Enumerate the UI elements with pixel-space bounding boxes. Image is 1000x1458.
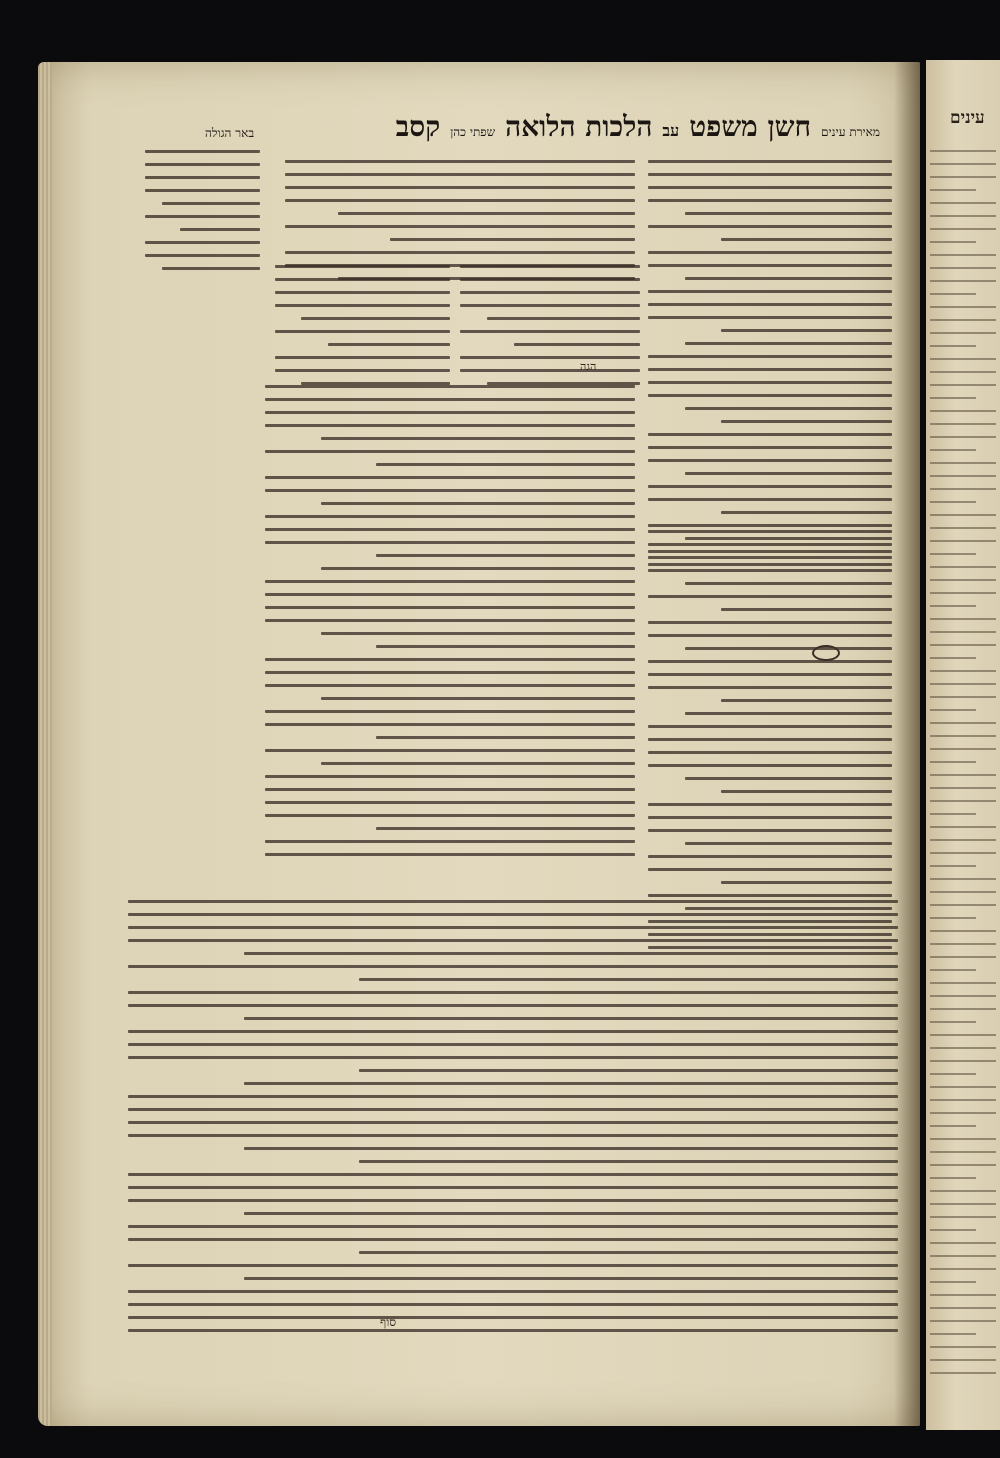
text-line	[648, 621, 892, 624]
text-line	[930, 410, 996, 412]
text-line	[321, 567, 636, 570]
text-line	[930, 696, 996, 698]
text-line	[376, 645, 635, 648]
text-line	[338, 212, 636, 215]
text-line	[648, 673, 892, 676]
text-line	[930, 332, 996, 334]
text-line	[930, 618, 996, 620]
next-page-text	[930, 150, 996, 1385]
text-line	[930, 748, 996, 750]
text-line	[685, 407, 892, 410]
text-line	[930, 215, 996, 217]
text-line	[930, 1099, 996, 1101]
text-line	[930, 1255, 996, 1257]
text-line	[721, 238, 892, 241]
text-line	[460, 278, 640, 281]
text-line	[128, 1173, 898, 1176]
text-line	[930, 1268, 996, 1270]
text-line	[648, 803, 892, 806]
text-line	[301, 317, 450, 320]
text-line	[145, 176, 260, 179]
text-line	[275, 278, 450, 281]
text-line	[321, 502, 636, 505]
text-line	[930, 878, 996, 880]
text-line	[321, 762, 636, 765]
shulchan-aruch-main-text	[460, 265, 640, 395]
text-line	[685, 842, 892, 845]
text-line	[128, 939, 898, 942]
text-line	[930, 254, 996, 256]
text-line	[930, 1203, 996, 1205]
text-line	[930, 1372, 996, 1374]
text-line	[930, 579, 996, 581]
sma-commentary-lower	[648, 530, 892, 959]
text-line	[930, 982, 996, 984]
text-line	[128, 913, 898, 916]
text-line	[460, 330, 640, 333]
text-line	[265, 619, 635, 622]
text-line	[930, 1138, 996, 1140]
text-line	[648, 446, 892, 449]
text-line	[685, 212, 892, 215]
text-line	[930, 1086, 996, 1088]
text-line	[359, 978, 898, 981]
text-line	[460, 265, 640, 268]
catchword: סוף	[380, 1315, 397, 1329]
text-line	[930, 1229, 976, 1231]
text-line	[265, 749, 635, 752]
text-line	[265, 710, 635, 713]
text-line	[128, 1329, 898, 1332]
beer-hagolah-margin	[145, 150, 260, 280]
text-line	[648, 186, 892, 189]
text-line	[930, 904, 996, 906]
text-line	[128, 1095, 898, 1098]
text-line	[648, 530, 892, 533]
text-line	[265, 489, 635, 492]
text-line	[930, 1359, 996, 1361]
text-line	[721, 511, 892, 514]
text-line	[930, 293, 976, 295]
text-line	[460, 291, 640, 294]
text-line	[514, 343, 640, 346]
text-line	[359, 1251, 898, 1254]
text-line	[721, 420, 892, 423]
text-line	[930, 1151, 996, 1153]
text-line	[930, 943, 996, 945]
text-line	[128, 1030, 898, 1033]
text-line	[128, 1056, 898, 1059]
text-line	[376, 736, 635, 739]
text-line	[648, 634, 892, 637]
text-line	[648, 485, 892, 488]
text-line	[930, 956, 996, 958]
text-line	[648, 556, 892, 559]
text-line	[930, 540, 996, 542]
text-line	[930, 709, 976, 711]
text-line	[930, 592, 996, 594]
text-line	[930, 306, 996, 308]
text-line	[648, 751, 892, 754]
text-line	[265, 788, 635, 791]
text-line	[930, 1294, 996, 1296]
text-line	[265, 593, 635, 596]
text-line	[244, 1017, 899, 1020]
next-page-running-title: עינים	[950, 108, 985, 128]
text-line	[376, 554, 635, 557]
text-line	[128, 1225, 898, 1228]
text-line	[359, 1069, 898, 1072]
text-line	[648, 764, 892, 767]
text-line	[145, 163, 260, 166]
text-line	[930, 917, 976, 919]
text-line	[244, 1277, 899, 1280]
text-line	[930, 891, 996, 893]
text-line	[930, 527, 996, 529]
text-line	[930, 1125, 976, 1127]
text-line	[275, 304, 450, 307]
text-line	[648, 199, 892, 202]
text-line	[930, 267, 996, 269]
text-line	[930, 722, 996, 724]
text-line	[930, 1307, 996, 1309]
pointing-hand-ornament	[812, 645, 840, 661]
text-line	[648, 251, 892, 254]
text-line	[648, 459, 892, 462]
text-line	[930, 670, 996, 672]
text-line	[930, 657, 976, 659]
text-line	[128, 1108, 898, 1111]
text-line	[162, 202, 260, 205]
next-page-fragment	[926, 60, 1000, 1430]
text-line	[265, 814, 635, 817]
text-line	[648, 381, 892, 384]
siman-number: עב	[662, 121, 680, 140]
text-line	[930, 839, 996, 841]
text-line	[265, 515, 635, 518]
text-line	[930, 1021, 976, 1023]
text-line	[145, 189, 260, 192]
text-line	[930, 735, 996, 737]
text-line	[648, 225, 892, 228]
text-line	[128, 1134, 898, 1137]
text-line	[930, 1008, 996, 1010]
text-line	[265, 424, 635, 427]
text-line	[930, 462, 996, 464]
text-line	[930, 1060, 996, 1062]
text-line	[487, 317, 640, 320]
text-line	[930, 319, 996, 321]
text-line	[930, 1216, 996, 1218]
text-line	[275, 330, 450, 333]
text-line	[275, 369, 450, 372]
text-line	[930, 1164, 996, 1166]
text-line	[145, 215, 260, 218]
text-line	[265, 801, 635, 804]
text-line	[930, 553, 976, 555]
text-line	[265, 606, 635, 609]
text-line	[359, 1160, 898, 1163]
text-line	[930, 1190, 996, 1192]
text-line	[930, 371, 996, 373]
text-line	[128, 1043, 898, 1046]
text-line	[145, 254, 260, 257]
text-line	[685, 777, 892, 780]
text-line	[930, 501, 976, 503]
text-line	[930, 397, 976, 399]
text-line	[648, 433, 892, 436]
text-line	[265, 528, 635, 531]
text-line	[321, 437, 636, 440]
text-line	[321, 697, 636, 700]
text-line	[128, 1303, 898, 1306]
text-line	[930, 1177, 976, 1179]
text-line	[721, 608, 892, 611]
text-line	[930, 1112, 996, 1114]
bottom-commentary	[128, 900, 898, 1342]
text-line	[930, 865, 976, 867]
text-line	[930, 813, 976, 815]
text-line	[930, 384, 996, 386]
text-line	[128, 1290, 898, 1293]
text-line	[648, 498, 892, 501]
text-line	[721, 881, 892, 884]
text-line	[648, 868, 892, 871]
text-line	[648, 660, 892, 663]
text-line	[265, 398, 635, 401]
text-line	[648, 569, 892, 572]
text-line	[685, 472, 892, 475]
text-line	[930, 787, 996, 789]
text-line	[285, 160, 635, 163]
text-line	[930, 189, 976, 191]
text-line	[244, 1082, 899, 1085]
running-title-left: שפתי כהן	[450, 125, 496, 139]
text-line	[460, 356, 640, 359]
text-line	[648, 355, 892, 358]
text-line	[930, 475, 996, 477]
text-line	[648, 394, 892, 397]
text-line	[275, 356, 450, 359]
text-line	[930, 423, 996, 425]
text-line	[930, 605, 976, 607]
text-line	[930, 449, 976, 451]
text-line	[930, 241, 976, 243]
text-line	[265, 723, 635, 726]
text-line	[265, 476, 635, 479]
text-line	[128, 1121, 898, 1124]
folio-number: קסב	[395, 110, 441, 143]
text-line	[930, 826, 996, 828]
text-line	[328, 343, 451, 346]
text-line	[145, 150, 260, 153]
text-line	[265, 684, 635, 687]
text-line	[285, 186, 635, 189]
text-line	[162, 267, 260, 270]
text-line	[930, 969, 976, 971]
section-title: הלכות הלואה	[505, 110, 653, 143]
text-line	[648, 816, 892, 819]
text-line	[265, 671, 635, 674]
text-line	[460, 304, 640, 307]
text-line	[930, 644, 996, 646]
text-line	[930, 228, 996, 230]
text-line	[265, 775, 635, 778]
text-line	[648, 160, 892, 163]
text-line	[128, 965, 898, 968]
text-line	[265, 411, 635, 414]
text-line	[930, 514, 996, 516]
text-line	[930, 1281, 976, 1283]
text-line	[145, 241, 260, 244]
text-line	[648, 368, 892, 371]
text-line	[648, 316, 892, 319]
text-line	[128, 900, 898, 903]
text-line	[685, 277, 892, 280]
text-line	[930, 774, 996, 776]
page-edge	[38, 62, 52, 1426]
text-line	[930, 176, 996, 178]
text-line	[648, 738, 892, 741]
text-line	[930, 436, 996, 438]
text-line	[930, 1034, 996, 1036]
rema-heading: הגה	[580, 360, 597, 373]
text-line	[128, 1316, 898, 1319]
text-line	[930, 761, 976, 763]
text-line	[180, 228, 261, 231]
text-line	[930, 566, 996, 568]
text-line	[721, 329, 892, 332]
text-line	[128, 1186, 898, 1189]
text-line	[265, 450, 635, 453]
text-line	[244, 952, 899, 955]
margin-title: באר הגולה	[205, 126, 255, 140]
text-line	[930, 1073, 976, 1075]
text-line	[685, 582, 892, 585]
text-line	[930, 488, 996, 490]
text-line	[376, 827, 635, 830]
text-line	[244, 1212, 899, 1215]
text-line	[275, 265, 450, 268]
text-line	[930, 995, 996, 997]
text-line	[265, 853, 635, 856]
text-line	[275, 291, 450, 294]
text-line	[930, 1047, 996, 1049]
text-line	[648, 725, 892, 728]
text-line	[930, 852, 996, 854]
text-line	[128, 926, 898, 929]
text-line	[930, 280, 996, 282]
text-line	[930, 345, 976, 347]
text-line	[721, 699, 892, 702]
running-title-right: מאירת עינים	[821, 125, 880, 139]
text-line	[265, 385, 635, 388]
text-line	[128, 1264, 898, 1267]
text-line	[930, 202, 996, 204]
text-line	[265, 840, 635, 843]
text-line	[648, 829, 892, 832]
text-line	[648, 894, 892, 897]
text-line	[930, 1242, 996, 1244]
text-line	[685, 712, 892, 715]
text-line	[285, 199, 635, 202]
text-line	[930, 1346, 996, 1348]
text-line	[930, 163, 996, 165]
shach-commentary	[265, 385, 635, 866]
text-line	[265, 658, 635, 661]
text-line	[648, 524, 892, 527]
text-line	[285, 225, 635, 228]
text-line	[685, 647, 892, 650]
text-line	[128, 1004, 898, 1007]
text-line	[930, 683, 996, 685]
text-line	[390, 238, 635, 241]
text-line	[648, 303, 892, 306]
text-line	[930, 150, 996, 152]
text-line	[685, 342, 892, 345]
text-line	[128, 1199, 898, 1202]
text-line	[244, 1147, 899, 1150]
text-line	[930, 1333, 976, 1335]
text-line	[930, 930, 996, 932]
text-line	[460, 369, 640, 372]
text-line	[321, 632, 636, 635]
text-line	[128, 991, 898, 994]
text-line	[648, 264, 892, 267]
text-line	[648, 290, 892, 293]
commentary-right-upper	[648, 160, 892, 576]
text-line	[930, 631, 996, 633]
text-line	[265, 541, 635, 544]
text-line	[721, 790, 892, 793]
text-line	[376, 463, 635, 466]
text-line	[648, 686, 892, 689]
text-line	[285, 173, 635, 176]
text-line	[648, 595, 892, 598]
text-line	[648, 855, 892, 858]
text-line	[648, 543, 892, 546]
text-line	[265, 580, 635, 583]
shulchan-aruch-main-text-left	[275, 265, 450, 395]
main-title: חשן משפט	[689, 110, 812, 143]
text-line	[930, 1320, 996, 1322]
text-line	[285, 251, 635, 254]
text-line	[648, 173, 892, 176]
text-line	[128, 1238, 898, 1241]
text-line	[930, 800, 996, 802]
text-line	[930, 358, 996, 360]
